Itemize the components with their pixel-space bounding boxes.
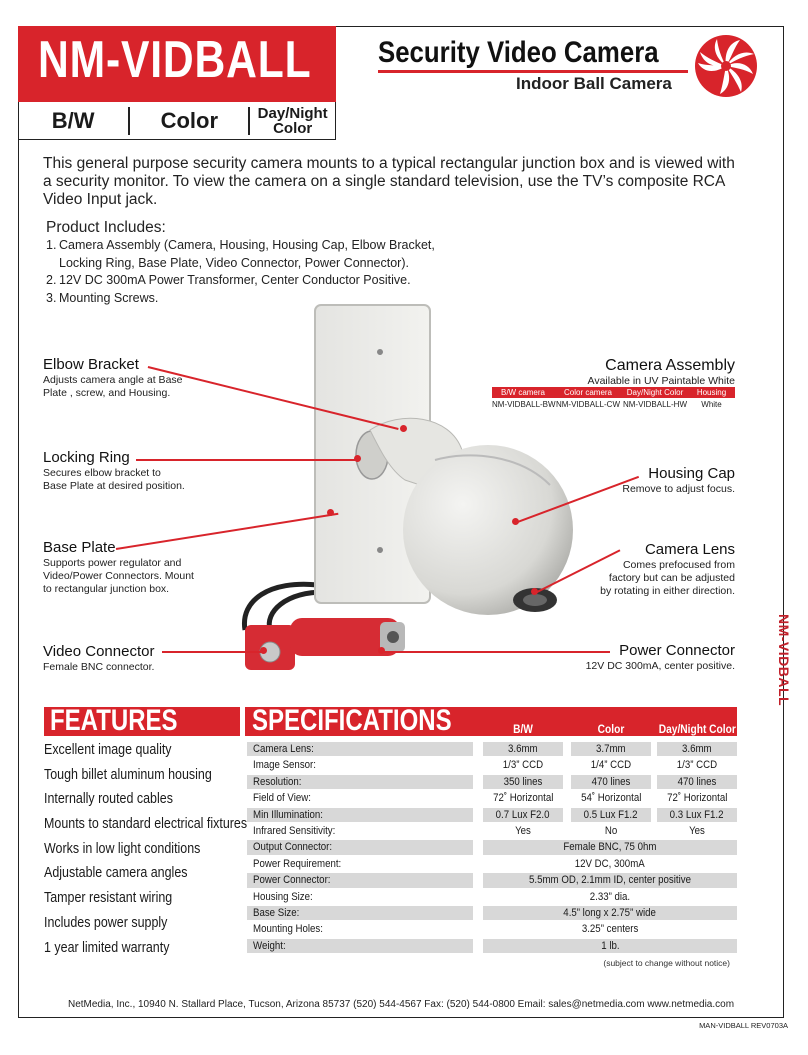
assembly-title: Camera Assembly — [605, 357, 735, 374]
callout-elbow-bracket: Elbow Bracket Adjusts camera angle at Base Plate , screw, and Housing. — [43, 356, 183, 399]
callout-camera-lens: Camera Lens Comes prefocused from factory but can be adjusted by rotating in either direction. — [600, 541, 735, 597]
spec-note: (subject to change without notice) — [603, 958, 730, 968]
table-row: Output Connector: Female BNC, 75 0hm — [247, 839, 737, 855]
side-brand-label: NM-VIDBALL — [776, 614, 792, 707]
product-heading — [378, 36, 704, 93]
list-item: Includes power supply — [44, 914, 168, 931]
includes-title: Product Includes: — [46, 219, 166, 236]
product-subtitle: Indoor Ball Camera — [516, 74, 672, 93]
document-id: MAN-VIDBALL REV0703A — [699, 1021, 788, 1030]
table-row: Camera Lens: 3.6mm 3.7mm 3.6mm — [247, 741, 737, 757]
variant-daynight — [250, 106, 335, 136]
table-row: Infrared Sensitivity: Yes No Yes — [253, 824, 705, 837]
pinwheel-logo-icon — [694, 34, 758, 98]
footer-contact: NetMedia, Inc., 10940 N. Stallard Place, Tucson, Arizona 85737 (520) 544-4567 Fax: (520) 544-0800 Email: sales@netmedia.com www.netmedia.com — [67, 999, 735, 1010]
assembly-cell: NM-VIDBALL-CW — [555, 400, 620, 409]
table-row: Weight: 1 lb. — [247, 938, 737, 954]
table-row: Image Sensor: 1/3” CCD 1/4” CCD 1/3” CCD — [253, 759, 718, 772]
product-underline — [378, 70, 688, 73]
list-item: Works in low light conditions — [44, 840, 201, 857]
list-item: Adjustable camera angles — [44, 865, 188, 882]
callout-base-plate: Base Plate Supports power regulator and Video/Power Connectors. Mount to rectangular junction box. — [43, 539, 194, 595]
callout-locking-ring: Locking Ring Secures elbow bracket to Base Plate at desired position. — [43, 449, 185, 492]
includes-list — [46, 237, 435, 307]
assembly-table-row — [492, 399, 735, 410]
assembly-cell: NM-VIDBALL-BW — [492, 400, 556, 409]
spec-col-daynight: Day/Night Color — [658, 722, 736, 736]
list-item: 2. 12V DC 300mA Power Transformer, Center Conductor Positive. — [46, 273, 411, 287]
locking-dot — [354, 455, 361, 462]
variant-daynight-line2: Color — [273, 119, 313, 137]
assembly-header-cell: Day/Night Color — [626, 388, 684, 397]
list-item: 3. Mounting Screws. — [46, 290, 159, 305]
video-dot — [260, 647, 267, 654]
variant-color: Color — [160, 107, 219, 133]
assembly-header-cell: B/W camera — [500, 388, 545, 397]
assembly-cell: White — [701, 400, 722, 409]
elbow-dot — [400, 425, 407, 432]
specs-table — [247, 741, 737, 954]
table-row: Power Requirement: 12V DC, 300mA — [253, 857, 645, 870]
features-list — [44, 740, 280, 962]
assembly-table-header — [492, 387, 735, 398]
table-row: Field of View: 72˚ Horizontal 54˚ Horizontal 72˚ Horizontal — [253, 792, 728, 805]
features-title: FEATURES — [50, 704, 178, 737]
list-item: Tamper resistant wiring — [44, 890, 173, 907]
assembly-cell: NM-VIDBALL-HW — [622, 400, 687, 409]
product-name: Security Video Camera — [378, 36, 659, 69]
lens-dot — [531, 588, 538, 595]
callout-video-connector: Video Connector Female BNC connector. — [43, 643, 155, 673]
callout-housing-cap: Housing Cap Remove to adjust focus. — [622, 465, 735, 495]
spec-col-color: Color — [597, 722, 625, 736]
assembly-header-cell: Color camera — [563, 388, 612, 397]
table-row: Min Illumination: 0.7 Lux F2.0 0.5 Lux F1.2 0.3 Lux F1.2 — [247, 807, 737, 823]
power-dot — [378, 647, 385, 654]
list-item: 1. Camera Assembly (Camera, Housing, Housing Cap, Elbow Bracket, Locking Ring, Base Plate, Video Connector, Power Connector). — [46, 238, 435, 270]
intro-paragraph: This general purpose security camera mounts to a typical rectangular junction box and is viewed with a security monitor. To view the camera on a single standard television, use the TV’s composite RCA Video Input jack. — [43, 155, 735, 208]
table-row: Base Size: 4.5” long x 2.75” wide — [247, 905, 737, 921]
table-row: Mounting Holes: 3.25” centers — [253, 923, 639, 936]
variant-bw: B/W — [51, 107, 95, 133]
video-leader — [162, 651, 266, 653]
list-item: 1 year limited warranty — [44, 939, 170, 956]
base-dot — [327, 509, 334, 516]
spec-col-bw: B/W — [513, 722, 533, 736]
table-row: Resolution: 350 lines 470 lines 470 lines — [247, 774, 737, 790]
table-row: Power Connector: 5.5mm OD, 2.1mm ID, center positive — [247, 872, 737, 888]
list-item: Tough billet aluminum housing — [44, 766, 212, 783]
camera-product-illustration — [230, 300, 610, 685]
list-item: Mounts to standard electrical fixtures — [44, 816, 248, 833]
assembly-subtitle: Available in UV Paintable White — [587, 375, 735, 387]
housing-dot — [512, 518, 519, 525]
list-item: Internally routed cables — [44, 791, 173, 808]
variant-daynight-line1: Day/Night — [257, 104, 328, 122]
callout-power-connector: Power Connector 12V DC 300mA, center positive. — [585, 642, 735, 672]
assembly-header-cell: Housing — [696, 388, 727, 397]
table-row: Housing Size: 2.33” dia. — [253, 890, 631, 903]
list-item: Excellent image quality — [44, 742, 172, 758]
model-title: NM-VIDBALL — [38, 31, 312, 89]
variant-strip — [18, 102, 336, 140]
specs-title: SPECIFICATIONS — [252, 704, 452, 737]
